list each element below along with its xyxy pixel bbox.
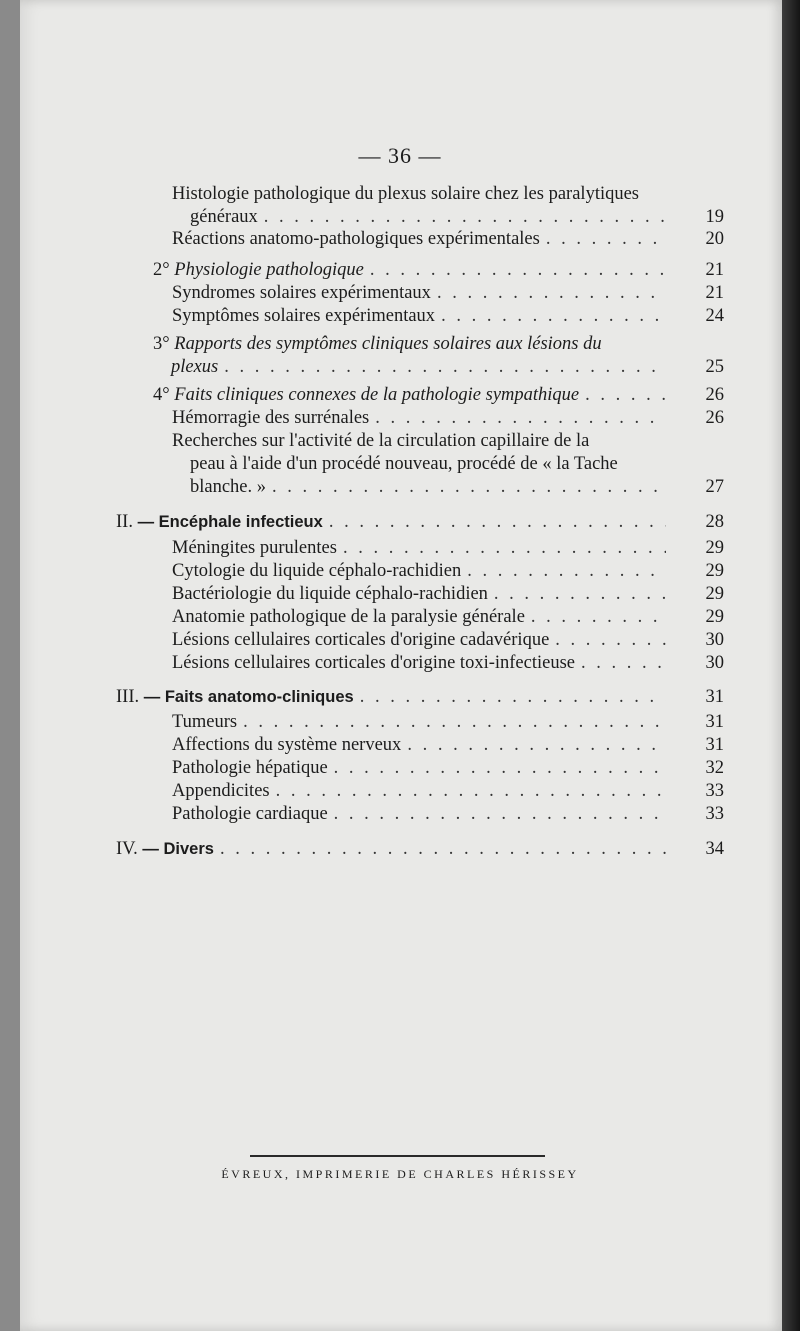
page-edge-shadow — [782, 0, 800, 1331]
toc-entry-text: Syndromes solaires expérimentaux — [172, 283, 431, 303]
section-title: — Divers — [142, 840, 214, 858]
toc-page-number: 31 — [705, 735, 724, 755]
toc-entry-rapports — [153, 333, 724, 379]
section-ii-items — [172, 537, 724, 675]
toc-entry-text: 4° Faits cliniques connexes de la pathologie sympathique — [153, 385, 580, 405]
list-item: Affections du système nerveux . . . 31 — [172, 734, 672, 757]
toc-page-number: 29 — [705, 607, 724, 627]
toc-page-number: 26 — [705, 408, 724, 428]
list-item: Méningites purulentes . . . 29 — [172, 537, 672, 560]
toc-page-number: 29 — [705, 538, 724, 558]
toc-page-number: 30 — [705, 630, 724, 650]
section-iii-heading — [116, 686, 724, 709]
list-item: Appendicites . . . 33 — [172, 780, 672, 803]
toc-page-number: 25 — [705, 357, 724, 377]
toc-page-number: 34 — [705, 839, 724, 859]
toc-entry-faits-cliniques — [153, 384, 724, 407]
toc-entry-physiologie — [153, 259, 724, 282]
toc-entry-symptomes — [172, 305, 724, 328]
list-item: Bactériologie du liquide céphalo-rachidien . . . 29 — [172, 583, 672, 606]
toc-page-number: 30 — [705, 653, 724, 673]
section-numeral: II. — [116, 512, 133, 532]
section-numeral: IV. — [116, 839, 138, 859]
section-ii-heading — [116, 511, 724, 534]
toc-entry-hemorragie — [172, 407, 724, 430]
list-item: Lésions cellulaires corticales d'origine cadavérique . . . 30 — [172, 629, 672, 652]
toc-entry-text: généraux — [190, 207, 258, 227]
toc-page-number: 20 — [705, 229, 724, 249]
footer-rule — [250, 1155, 545, 1157]
toc-entry-text: peau à l'aide d'un procédé nouveau, procédé de « la Tache — [190, 454, 618, 474]
section-iii-items — [172, 711, 724, 826]
toc-entry-syndromes — [172, 282, 724, 305]
page-number: — 36 — — [358, 143, 442, 168]
toc-entry-text: Histologie pathologique du plexus solaire chez les paralytiques — [172, 184, 640, 204]
list-item: Pathologie cardiaque . . . 33 — [172, 803, 672, 826]
list-item: Lésions cellulaires corticales d'origine toxi-infectieuse . . . 30 — [172, 652, 672, 675]
section-title: — Encéphale infectieux — [137, 513, 323, 531]
list-item: Tumeurs . . . 31 — [172, 711, 672, 734]
toc-entry-reactions — [172, 228, 724, 251]
printer-imprint: ÉVREUX, IMPRIMERIE DE CHARLES HÉRISSEY — [221, 1167, 579, 1181]
toc-page-number: 33 — [705, 781, 724, 801]
toc-entry-text: Symptômes solaires expérimentaux — [172, 306, 436, 326]
toc-page-number: 21 — [705, 260, 724, 280]
toc-entry-text: plexus — [171, 357, 219, 377]
toc-page-number: 27 — [705, 477, 724, 497]
toc-entry-text: Hémorragie des surrénales — [172, 408, 370, 428]
section-iv-heading — [116, 838, 724, 861]
toc-page-number: 29 — [705, 584, 724, 604]
list-item: Pathologie hépatique . . . 32 — [172, 757, 672, 780]
section-title: — Faits anatomo-cliniques — [143, 688, 354, 706]
toc-entry-text: Réactions anatomo-pathologiques expérimentales — [172, 229, 540, 249]
toc-page-number: 31 — [705, 712, 724, 732]
toc-page-number: 21 — [705, 283, 724, 303]
list-item: Cytologie du liquide céphalo-rachidien . . . 29 — [172, 560, 672, 583]
section-numeral: III. — [116, 687, 140, 707]
toc-page-number: 28 — [705, 512, 724, 532]
toc-page-number: 32 — [705, 758, 724, 778]
toc-page-number: 31 — [705, 687, 724, 707]
toc-entry-histologie — [172, 183, 724, 229]
toc-entry-text: blanche. » — [190, 477, 267, 497]
list-item: Anatomie pathologique de la paralysie générale . . . 29 — [172, 606, 672, 629]
toc-entry-text: 3° Rapports des symptômes cliniques solaires aux lésions du — [153, 334, 602, 354]
toc-page-number: 26 — [705, 385, 724, 405]
toc-page-number: 24 — [705, 306, 724, 326]
toc-page-number: 19 — [705, 207, 724, 227]
toc-entry-recherches — [172, 430, 724, 499]
toc-page-number: 29 — [705, 561, 724, 581]
toc-page-number: 33 — [705, 804, 724, 824]
toc-entry-text: 2° Physiologie pathologique — [153, 260, 364, 280]
toc-entry-text: Recherches sur l'activité de la circulation capillaire de la — [172, 431, 590, 451]
